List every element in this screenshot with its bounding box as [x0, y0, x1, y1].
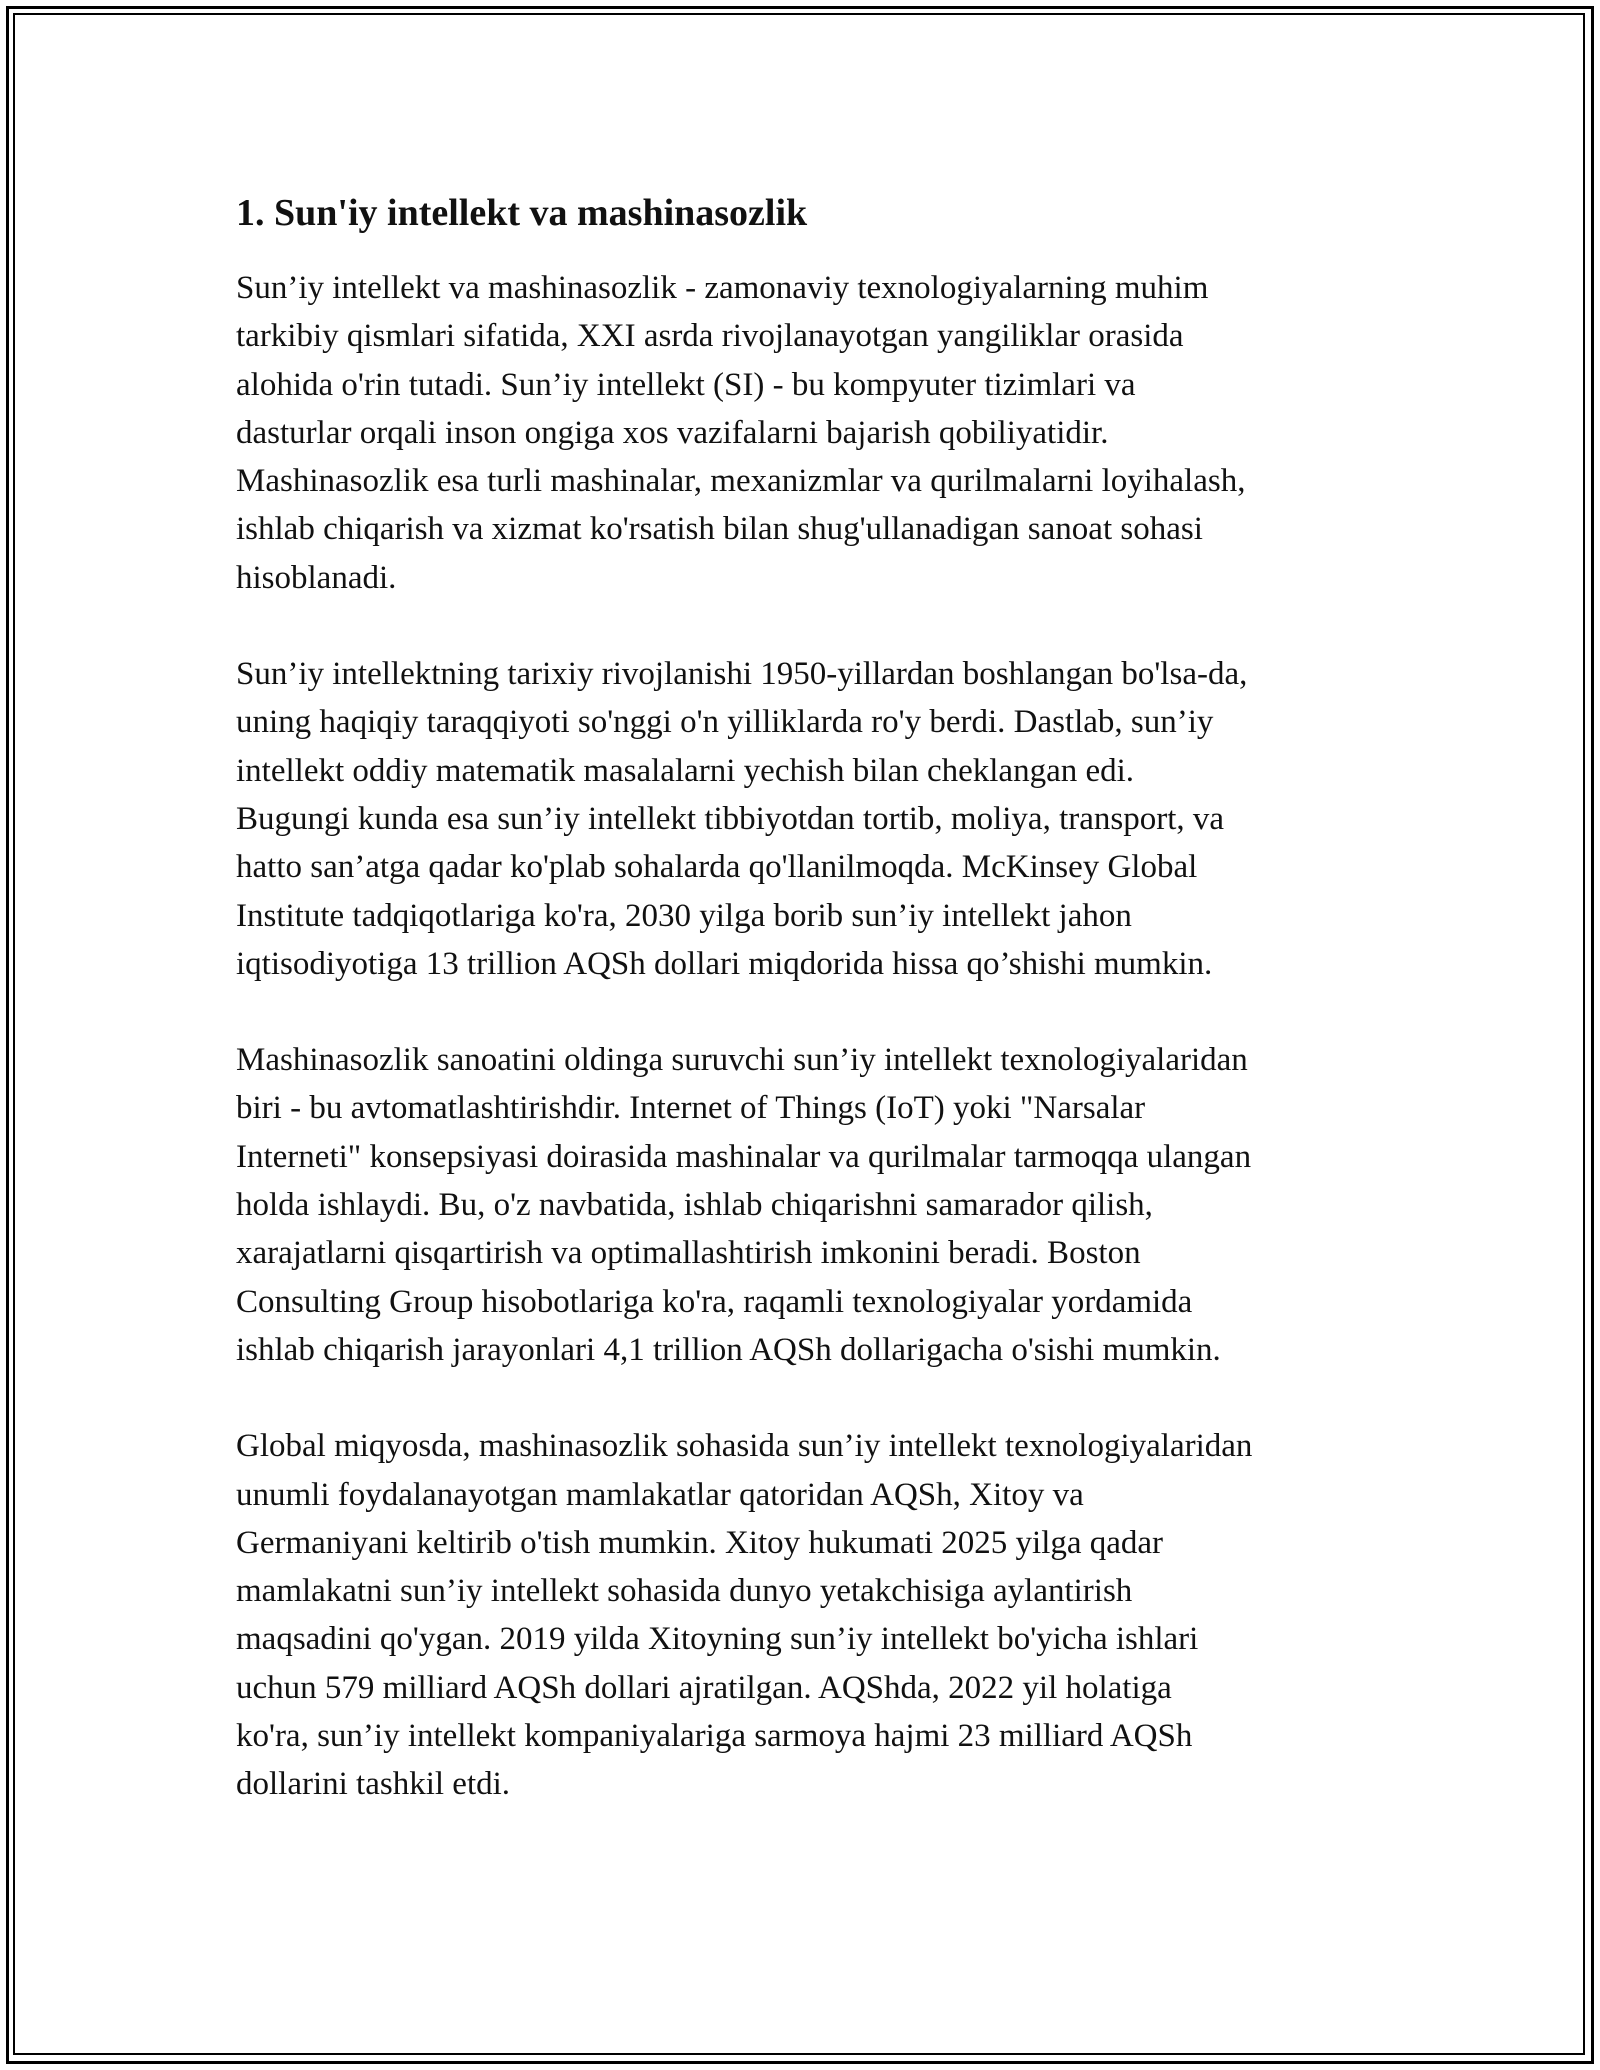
paragraph-introduction: Sun’iy intellekt va mashinasozlik - zamonaviy texnologiyalarning muhim tarkibiy qismlari sifatida, XXI asrda rivojlanayotgan yangiliklar orasida alohida o'rin tutadi. Sun’iy intellekt (SI) - bu kompyuter tizimlari va dasturlar orqali inson ongiga xos vazifalarni bajarish qobiliyatidir. Mashinasozlik esa turli mashinalar, mexanizmlar va qurilmalarni loyihalash, ishlab chiqarish va xizmat ko'rsatish bilan shug'ullanadigan sanoat sohasi hisoblanadi.	[236, 270, 1246, 596]
section-heading: 1. Sun'iy intellekt va mashinasozlik	[236, 192, 808, 234]
paragraph-history: Sun’iy intellektning tarixiy rivojlanishi 1950-yillardan boshlangan bo'lsa-da, uning haqiqiy taraqqiyoti so'nggi o'n yilliklarda ro'y berdi. Dastlab, sun’iy intellekt oddiy matematik masalalarni yechish bilan cheklangan edi. Bugungi kunda esa sun’iy intellekt tibbiyotdan tortib, moliya, transport, va hatto san’atga qadar ko'plab sohalarda qo'llanilmoqda. McKinsey Global Institute tadqiqotlariga ko'ra, 2030 yilga borib sun’iy intellekt jahon iqtisodiyotiga 13 trillion AQSh dollari miqdorida hissa qo’shishi mumkin.	[236, 656, 1248, 982]
document-body	[236, 188, 1376, 1857]
paragraph-automation: Mashinasozlik sanoatini oldinga suruvchi sun’iy intellekt texnologiyalaridan biri - bu avtomatlashtirishdir. Internet of Things (IoT) yoki "Narsalar Interneti" konsepsiyasi doirasida mashinalar va qurilmalar tarmoqqa ulangan holda ishlaydi. Bu, o'z navbatida, ishlab chiqarishni samarador qilish, xarajatlarni qisqartirish va optimallashtirish imkonini beradi. Boston Consulting Group hisobotlariga ko'ra, raqamli texnologiyalar yordamida ishlab chiqarish jarayonlari 4,1 trillion AQSh dollarigacha o'sishi mumkin.	[236, 1042, 1252, 1368]
paragraph-global: Global miqyosda, mashinasozlik sohasida sun’iy intellekt texnologiyalaridan unumli foydalanayotgan mamlakatlar qatoridan AQSh, Xitoy va Germaniyani keltirib o'tish mumkin. Xitoy hukumati 2025 yilga qadar mamlakatni sun’iy intellekt sohasida dunyo yetakchisiga aylantirish maqsadini qo'ygan. 2019 yilda Xitoyning sun’iy intellekt bo'yicha ishlari uchun 579 milliard AQSh dollari ajratilgan. AQShda, 2022 yil holatiga ko'ra, sun’iy intellekt kompaniyalariga sarmoya hajmi 23 milliard AQSh dollarini tashkil etdi.	[236, 1428, 1253, 1803]
